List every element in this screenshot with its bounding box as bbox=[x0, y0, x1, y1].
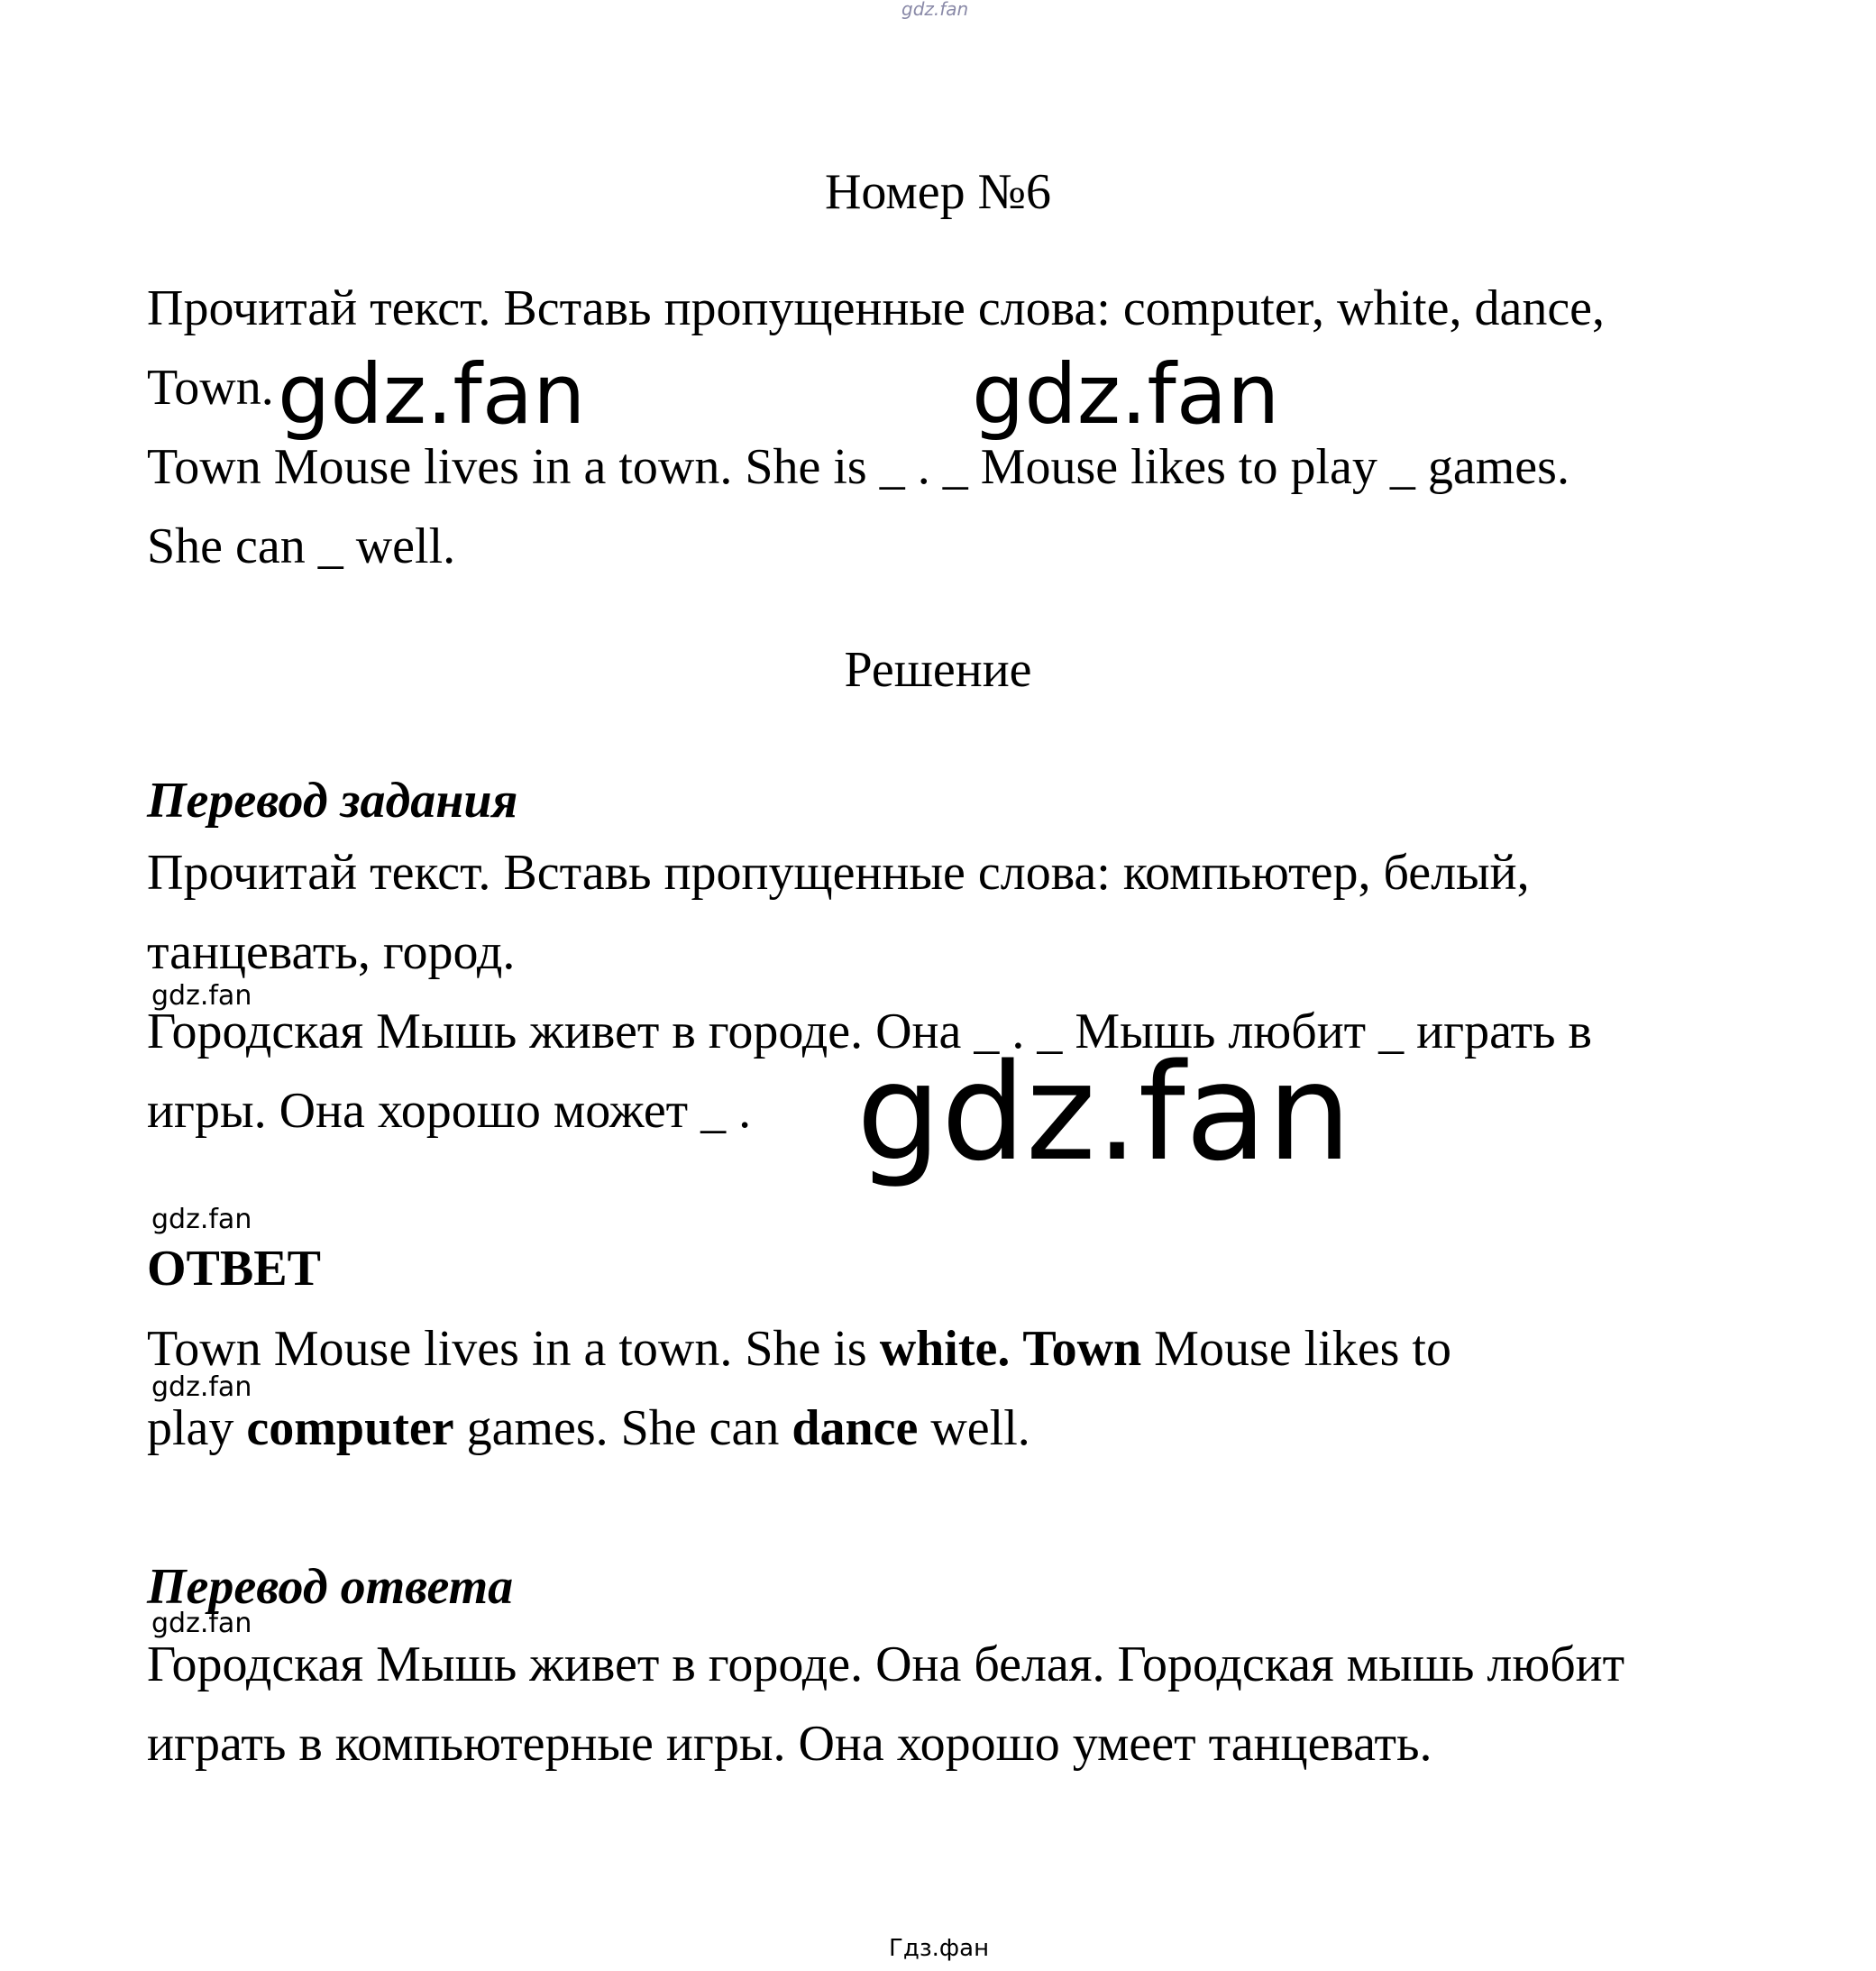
answer-translation-heading: Перевод ответа bbox=[147, 1559, 514, 1615]
task-translation-line1: Прочитай текст. Вставь пропущенные слова: компьютер, белый, bbox=[147, 845, 1530, 901]
answer-word-computer: computer bbox=[246, 1400, 454, 1456]
answer-translation-line2: играть в компьютерные игры. Она хорошо умеет танцевать. bbox=[147, 1716, 1432, 1772]
watermark-huge: gdz.fan bbox=[856, 1035, 1352, 1190]
task-instruction-line1: Прочитай текст. Вставь пропущенные слова: computer, white, dance, bbox=[147, 280, 1606, 336]
answer-heading: ОТВЕТ bbox=[147, 1241, 321, 1297]
task-text-line1: Town Mouse lives in a town. She is _ . _ Mouse likes to play _ games. bbox=[147, 439, 1569, 495]
footer-watermark: Гдз.фан bbox=[889, 1935, 990, 1962]
answer-line2-part2: games. She can bbox=[453, 1400, 792, 1456]
task-text-line2: She can _ well. bbox=[147, 518, 456, 574]
watermark-small-4: gdz.fan bbox=[151, 1608, 252, 1639]
page-title: Номер №6 bbox=[824, 164, 1052, 220]
watermark-small-3: gdz.fan bbox=[151, 1371, 252, 1403]
task-translation-line2: танцевать, город. bbox=[147, 924, 516, 980]
task-instruction-line2: Town. bbox=[147, 360, 274, 416]
answer-word-white: white. bbox=[879, 1321, 1011, 1377]
answer-line2 bbox=[147, 1389, 1030, 1468]
answer-line1-part2: Mouse likes to bbox=[1141, 1321, 1451, 1377]
task-translation-line3: Городская Мышь живет в городе. Она _ . _ Мышь любит _ играть в bbox=[147, 1004, 1592, 1059]
answer-word-town: Town bbox=[1022, 1321, 1142, 1377]
watermark-small-2: gdz.fan bbox=[151, 1204, 252, 1235]
task-translation-line4: игры. Она хорошо может _ . bbox=[147, 1083, 752, 1139]
watermark-large-2: gdz.fan bbox=[972, 346, 1280, 443]
answer-word-dance: dance bbox=[792, 1400, 919, 1456]
solution-label: Решение bbox=[844, 642, 1032, 698]
answer-line1 bbox=[147, 1309, 1451, 1389]
answer-line2-part3: well. bbox=[918, 1400, 1030, 1456]
task-translation-heading: Перевод задания bbox=[147, 773, 518, 829]
answer-line1-space bbox=[1010, 1321, 1022, 1377]
answer-line2-part1: play bbox=[147, 1400, 247, 1456]
watermark-large-1: gdz.fan bbox=[278, 346, 586, 443]
watermark-small-1: gdz.fan bbox=[151, 980, 252, 1012]
answer-translation-line1: Городская Мышь живет в городе. Она белая. Городская мышь любит bbox=[147, 1636, 1625, 1692]
answer-line1-part1: Town Mouse lives in a town. She is bbox=[147, 1321, 880, 1377]
watermark-top: gdz.fan bbox=[901, 0, 969, 20]
